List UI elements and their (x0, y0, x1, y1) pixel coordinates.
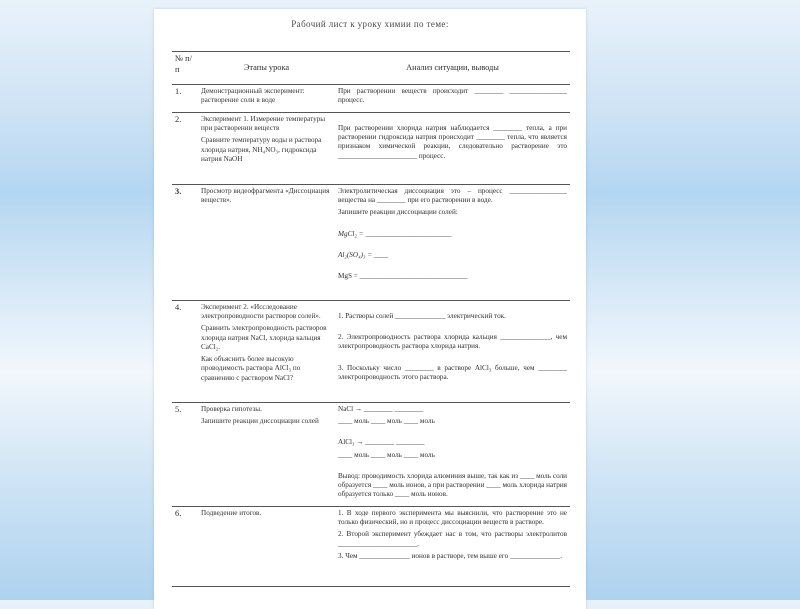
dissociation-equation[interactable]: MgCl₂ = ________________________ (338, 229, 452, 238)
stage-text: Демонстрационный эксперимент: растворение соли в воде (201, 87, 305, 105)
analysis-text[interactable]: 1. Растворы солей ______________ электрический ток. (338, 312, 506, 320)
header-stages: Этапы урока (198, 52, 335, 85)
stage-text: Эксперимент 1. Измерение температуры при растворении веществ (201, 115, 326, 133)
analysis-cell (335, 301, 570, 403)
summary-text[interactable]: 3. Чем ______________ ионов в растворе, тем выше его ______________. (338, 551, 563, 560)
row-number: 1. (172, 85, 198, 113)
stage-text: Сравнить электропроводность растворов хлорида натрия NaCl, хлорида кальция CaCl₂. (201, 324, 327, 351)
stage-text: Проверка гипотезы. (201, 405, 262, 413)
table-row (172, 85, 570, 113)
stage-text: Сравните температуру воды и раствора хлорида натрия, NH₄NO₃, гидроксида натрия NaOH (201, 136, 322, 163)
mole-ratio[interactable]: ____ моль ____ моль ____ моль (338, 417, 435, 426)
row-number: 2. (172, 113, 198, 185)
stage-text: Запишите реакции диссоциации солей (201, 417, 319, 426)
table-header-row (172, 52, 570, 85)
stage-cell (198, 301, 335, 403)
dissociation-equation[interactable]: NaCl → ________ ________ (338, 405, 424, 413)
conclusion-text[interactable]: Вывод: проводимость хлорида алюминия выше, так как из ____ моль соли образуется ____ моль ионов, а при растворении ____ моль хлорида натрия образуется только ____ моль ионов. (338, 471, 567, 499)
table-row (172, 507, 570, 587)
worksheet-page (154, 9, 586, 609)
analysis-text[interactable]: 3. Поскольку число ________ в растворе AlCl₃ больше, чем ________ электропроводность этого раствора. (338, 363, 567, 381)
stage-text: Просмотр видеофрагмента «Диссоциация веществ». (201, 187, 330, 205)
row-number: 3. (172, 185, 198, 301)
analysis-cell (335, 507, 570, 587)
analysis-cell (335, 113, 570, 185)
mole-ratio[interactable]: ____ моль ____ моль ____ моль (338, 450, 435, 459)
stage-cell (198, 403, 335, 507)
analysis-cell (335, 185, 570, 301)
analysis-cell (335, 85, 570, 113)
row-number: 5. (172, 403, 198, 507)
analysis-text: Запишите реакции диссоциации солей: (338, 208, 458, 217)
analysis-text[interactable]: Электролитическая диссоциация это – процесс ________________ вещества на ________ при его растворении в воде. (338, 187, 567, 205)
row-number: 6. (172, 507, 198, 587)
stage-cell (198, 507, 335, 587)
table-row (172, 185, 570, 301)
stage-text: Эксперимент 2. «Исследование электропроводности растворов солей». (201, 303, 321, 321)
row-number: 4. (172, 301, 198, 403)
dissociation-equation[interactable]: AlCl₃ → ________ ________ (338, 438, 425, 447)
stage-cell (198, 85, 335, 113)
lesson-table (172, 51, 570, 587)
analysis-text[interactable]: При растворении хлорида натрия наблюдается ________ тепла, а при растворении гидроксида натрия происходит ________ тепла, что является признаком химической реакции, следовательно растворение это ______________________ процесс. (338, 124, 567, 160)
analysis-cell (335, 403, 570, 507)
stage-text: Подведение итогов. (201, 509, 262, 517)
stage-text: Как объяснить более высокую проводимость раствора AlCl₃ по сравнению с раствором NaCl? (201, 355, 301, 382)
header-number: № п/п (172, 52, 198, 85)
summary-text[interactable]: 2. Второй эксперимент убеждает нас в том, что растворы электролитов ______________________. (338, 530, 567, 548)
table-row (172, 403, 570, 507)
analysis-text[interactable]: При растворении веществ происходит ________ ________________ процесс. (338, 87, 567, 105)
table-row (172, 113, 570, 185)
dissociation-equation[interactable]: Al₂(SO₄)₃ = ____ (338, 250, 389, 259)
stage-cell (198, 113, 335, 185)
summary-text[interactable]: 1. В ходе первого эксперимента мы выяснили, что растворение это не только физический, но и процесс диссоциации веществ в растворе. (338, 509, 567, 527)
analysis-text[interactable]: 2. Электропроводность раствора хлорида кальция ______________, чем электропроводность раствора хлорида натрия. (338, 333, 567, 351)
stage-cell (198, 185, 335, 301)
header-analysis: Анализ ситуации, выводы (335, 52, 570, 85)
worksheet-title: Рабочий лист к уроку химии по теме: (291, 19, 449, 29)
table-row (172, 301, 570, 403)
dissociation-equation[interactable]: MgS = ______________________________ (338, 272, 468, 281)
